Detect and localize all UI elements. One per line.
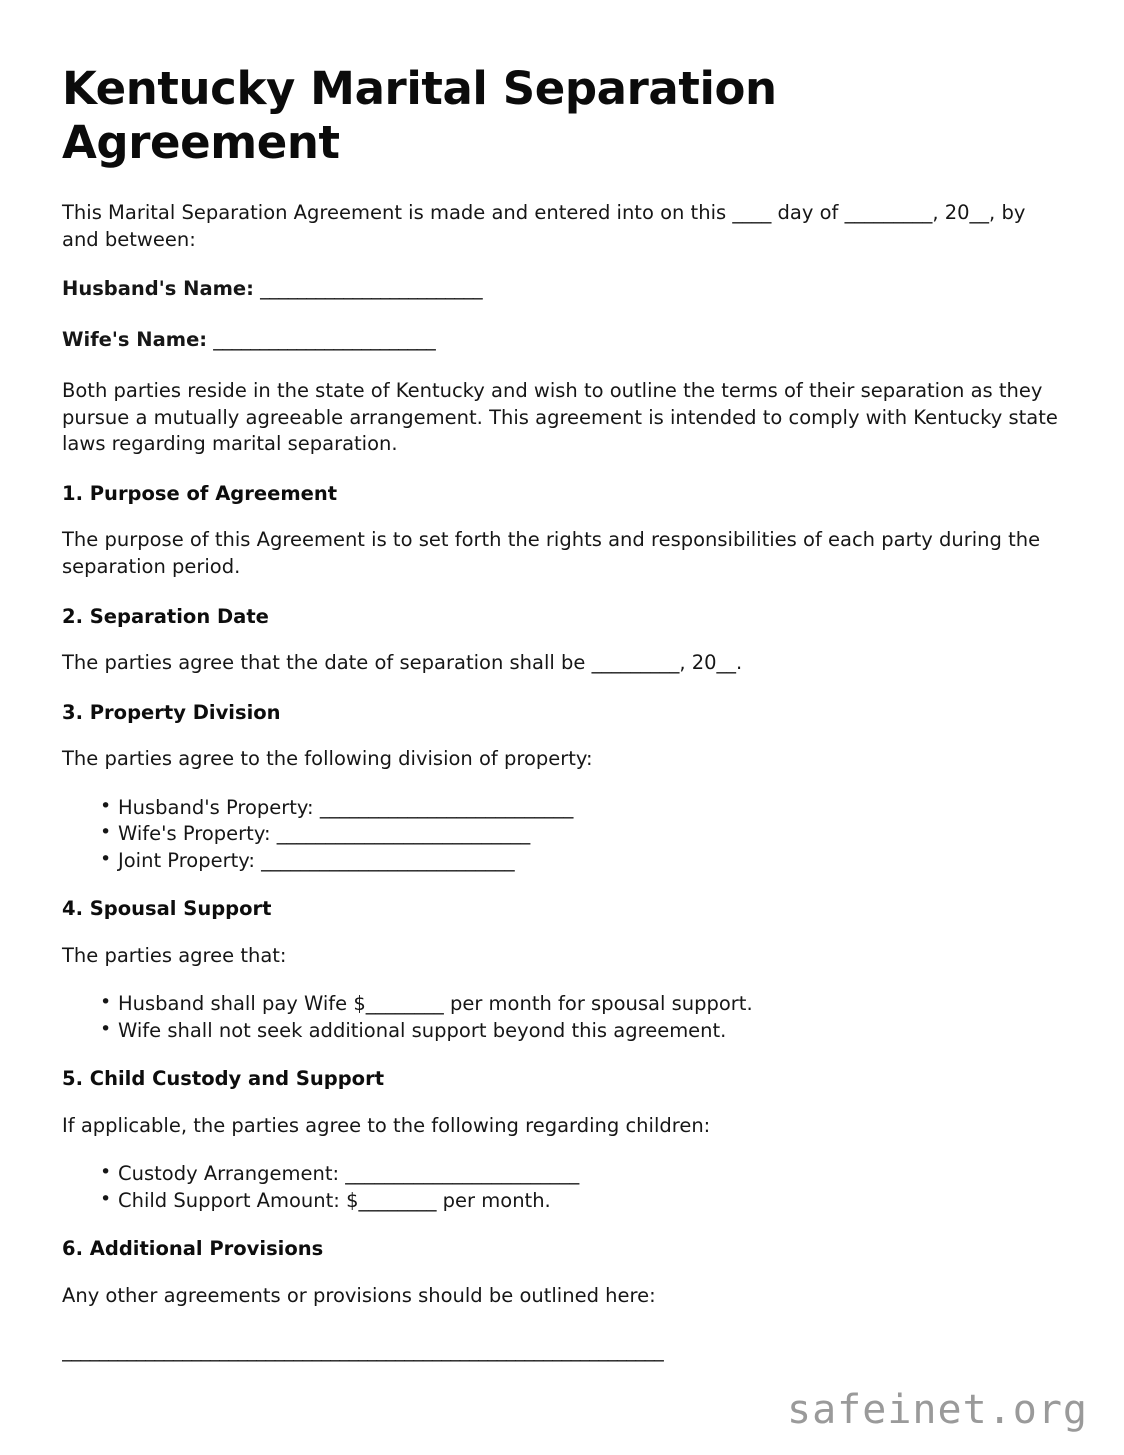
property-division-list	[62, 795, 1060, 875]
husband-name-label: Husband's Name:	[62, 277, 254, 301]
additional-provisions-blank-line[interactable]: _________________________________________________________________	[62, 1338, 664, 1362]
husband-name-blank[interactable]: ________________________	[260, 277, 483, 301]
residence-paragraph: Both parties reside in the state of Kentucky and wish to outline the terms of their separation as they pursue a mutually agreeable arrangement. This agreement is intended to comply with Kentucky state laws regarding marital separation.	[62, 378, 1058, 456]
section-heading-6: 6. Additional Provisions	[62, 1237, 324, 1261]
section-body-2: The parties agree that the date of separation shall be _________, 20__.	[62, 651, 743, 675]
section-body-6: Any other agreements or provisions should be outlined here:	[62, 1283, 656, 1307]
list-item: • Husband's Property: __________________________	[118, 795, 1060, 822]
husband-name-field	[62, 276, 1060, 303]
wife-name-blank[interactable]: ________________________	[213, 328, 436, 352]
list-item: • Child Support Amount: $________ per month.	[118, 1188, 1060, 1215]
section-heading-2: 2. Separation Date	[62, 604, 269, 628]
site-watermark: safeinet.org	[787, 1387, 1088, 1433]
section-body-1: The purpose of this Agreement is to set forth the rights and responsibilities of each party during the separation period.	[62, 528, 1041, 578]
intro-paragraph: This Marital Separation Agreement is made and entered into on this ____ day of _________, 20__, by and between:	[62, 201, 1026, 251]
list-item: • Husband shall pay Wife $________ per month for spousal support.	[118, 991, 1060, 1018]
spousal-support-list	[62, 991, 1060, 1044]
child-custody-list	[62, 1161, 1060, 1214]
list-item: • Custody Arrangement: ________________________	[118, 1161, 1060, 1188]
page-title: Kentucky Marital Separation Agreement	[62, 62, 777, 169]
wife-name-field	[62, 327, 1060, 354]
section-heading-3: 3. Property Division	[62, 700, 281, 724]
section-heading-4: 4. Spousal Support	[62, 897, 272, 921]
section-body-3: The parties agree to the following division of property:	[62, 747, 593, 771]
list-item: • Wife shall not seek additional support beyond this agreement.	[118, 1018, 1060, 1045]
section-heading-5: 5. Child Custody and Support	[62, 1067, 385, 1091]
section-heading-1: 1. Purpose of Agreement	[62, 481, 338, 505]
section-body-4: The parties agree that:	[62, 943, 287, 967]
list-item: • Wife's Property: __________________________	[118, 821, 1060, 848]
section-body-5: If applicable, the parties agree to the following regarding children:	[62, 1113, 711, 1137]
list-item: • Joint Property: __________________________	[118, 848, 1060, 875]
wife-name-label: Wife's Name:	[62, 328, 208, 352]
